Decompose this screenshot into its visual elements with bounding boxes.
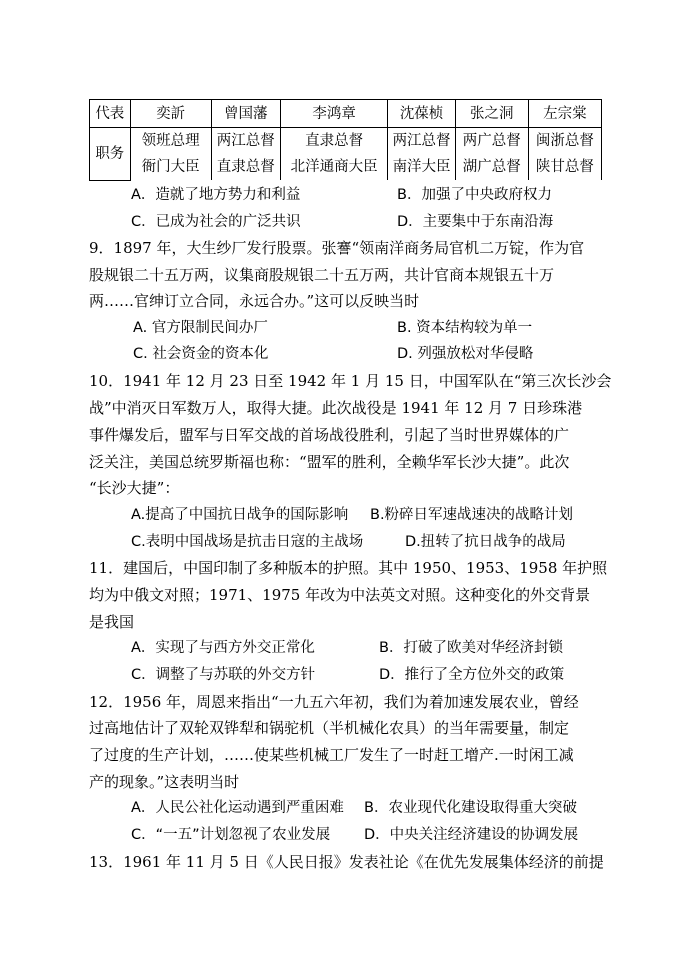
q12-option-c: C．“一五”计划忽视了农业发展 — [131, 827, 331, 843]
q9-option-a: A. 官方限制民间办厂 — [133, 320, 268, 336]
q11-stem-line: 11．建国后，中国印制了多种版本的护照。其中 1950、1953、1958 年护照 — [89, 559, 608, 577]
header-cell: 代表 — [90, 100, 131, 128]
q9-stem-line: 股规银二十五万两，议集商股规银二十五万两，共计官商本规银五十万 — [89, 266, 555, 284]
table-cell: 直隶总督 — [280, 128, 388, 155]
q11-option-c: C．调整了与苏联的外交方针 — [131, 667, 316, 683]
table-cell: 两江总督 — [388, 128, 455, 155]
table-cell: 闽浙总督 — [528, 128, 601, 155]
officials-table — [89, 99, 602, 181]
q9-option-c: C. 社会资金的资本化 — [133, 346, 269, 362]
q8-option-a: A．造就了地方势力和利益 — [131, 187, 301, 203]
table-row — [90, 128, 602, 155]
q11-option-b: B．打破了欧美对华经济封锁 — [379, 640, 563, 656]
q12-stem-line: 12．1956 年，周恩来指出“一九五六年初，我们为着加速发展农业，曾经 — [89, 693, 579, 711]
table-cell: 衙门大臣 — [130, 154, 211, 180]
header-cell: 李鸿章 — [280, 100, 388, 128]
q10-option-c: C.表明中国战场是抗击日寇的主战场 — [131, 534, 364, 550]
q10-stem-line: “长沙大捷”： — [89, 479, 180, 497]
q11-stem-line: 是我国 — [89, 613, 135, 631]
table-cell: 两江总督 — [211, 128, 280, 155]
row-label: 职务 — [90, 128, 131, 181]
header-cell: 曾国藩 — [211, 100, 280, 128]
q9-option-b: B. 资本结构较为单一 — [397, 320, 533, 336]
header-cell: 张之洞 — [455, 100, 528, 128]
q12-option-a: A．人民公社化运动遇到严重困难 — [131, 800, 344, 816]
table-cell: 陕甘总督 — [528, 154, 601, 180]
q10-option-b: B.粉碎日军速战速决的战略计划 — [370, 507, 574, 523]
table-header-row — [90, 100, 602, 128]
q8-option-c: C．已成为社会的广泛共识 — [131, 214, 301, 230]
q12-option-b: B．农业现代化建设取得重大突破 — [364, 800, 577, 816]
q10-stem-line: 10．1941 年 12 月 23 日至 1942 年 1 月 15 日，中国军队在“第三次长沙会 — [89, 372, 612, 390]
table-cell: 湖广总督 — [455, 154, 528, 180]
q10-stem-line: 战”中消灭日军数万人，取得大捷。此次战役是 1941 年 12 月 7 日珍珠港 — [89, 399, 583, 417]
q8-option-d: D．主要集中于东南沿海 — [397, 214, 554, 230]
table-cell: 两广总督 — [455, 128, 528, 155]
q11-option-a: A．实现了与西方外交正常化 — [131, 640, 315, 656]
table-cell: 领班总理 — [130, 128, 211, 155]
table-row — [90, 154, 602, 180]
header-cell: 左宗棠 — [528, 100, 601, 128]
q12-stem-line: 过高地估计了双轮双铧犁和锅驼机（半机械化农具）的当年需要量，制定 — [89, 719, 570, 737]
q8-option-b: B．加强了中央政府权力 — [397, 187, 552, 203]
q9-stem-line: 9．1897 年，大生纱厂发行股票。张謇“领南洋商务局官机二万锭，作为官 — [89, 239, 585, 257]
table-cell: 南洋大臣 — [388, 154, 455, 180]
q9-option-d: D. 列强放松对华侵略 — [397, 346, 534, 362]
q10-stem-line: 事件爆发后，盟军与日军交战的首场战役胜利，引起了当时世界媒体的广 — [89, 426, 570, 444]
q13-stem-line: 13．1961 年 11 月 5 日《人民日报》发表社论《在优先发展集体经济的前提 — [89, 853, 604, 871]
header-cell: 奕訢 — [130, 100, 211, 128]
table-cell: 北洋通商大臣 — [280, 154, 388, 180]
q12-option-d: D．中央关注经济建设的协调发展 — [364, 827, 579, 843]
q12-stem-line: 产的现象。”这表明当时 — [89, 773, 240, 791]
q9-stem-line: 两……官绅订立合同，永远合办。”这可以反映当时 — [89, 292, 420, 310]
q10-option-a: A.提高了中国抗日战争的国际影响 — [131, 507, 349, 523]
q10-stem-line: 泛关注，美国总统罗斯福也称：“盟军的胜利，全赖华军长沙大捷”。此次 — [89, 453, 570, 471]
q10-option-d: D.扭转了抗日战争的战局 — [405, 534, 566, 550]
q11-stem-line: 均为中俄文对照；1971、1975 年改为中法英文对照。这种变化的外交背景 — [89, 586, 591, 604]
q11-option-d: D．推行了全方位外交的政策 — [379, 667, 565, 683]
q12-stem-line: 了过度的生产计划，……使某些机械工厂发生了一时赶工增产.一时闲工减 — [89, 746, 574, 764]
header-cell: 沈葆桢 — [388, 100, 455, 128]
table-cell: 直隶总督 — [211, 154, 280, 180]
